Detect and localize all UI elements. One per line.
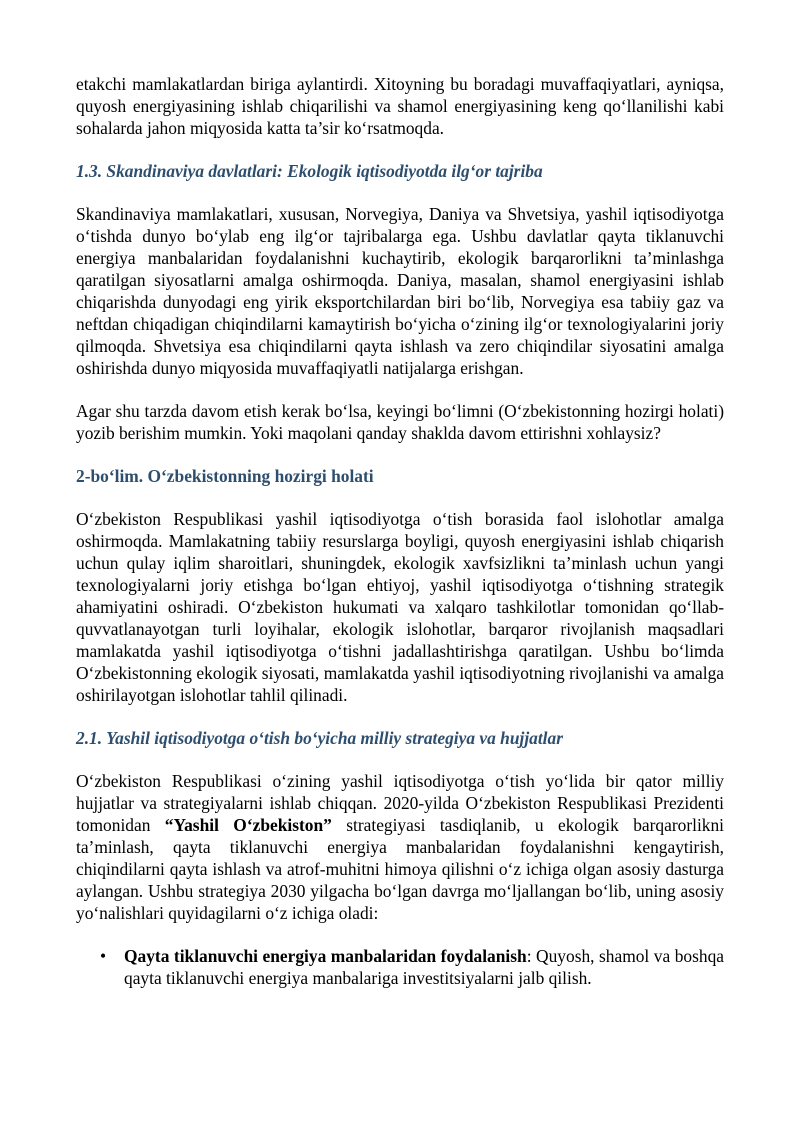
intro-paragraph: etakchi mamlakatlardan biriga aylantirdi. Xitoyning bu boradagi muvaffaqiyatlari, ayniqsa, quyosh energiyasining ishlab chiqarilishi va shamol energiyasining keng qo‘llanilishi kabi sohalarda jahon miqyosida katta ta’sir ko‘rsatmoqda.: [76, 74, 724, 138]
section-heading-1-3: 1.3. Skandinaviya davlatlari: Ekologik iqtisodiyotda ilg‘or tajriba: [76, 161, 543, 181]
list-item-title: Qayta tiklanuvchi energiya manbalaridan foydalanish: [124, 946, 527, 966]
section-2-1-paragraph: [76, 770, 724, 924]
section-2-paragraph: O‘zbekiston Respublikasi yashil iqtisodiyotga o‘tish borasida faol islohotlar amalga oshirmoqda. Mamlakatning tabiiy resurslarga boyligi, quyosh energiyasini ishlab chiqarish uchun qulay iqlim sharoitlari, shuningdek, ekologik xavfsizlikni ta’minlash uchun yangi texnologiyalarni joriy etishga bo‘lgan ehtiyoj, yashil iqtisodiyotga o‘tishning strategik ahamiyatini oshiradi. O‘zbekiston hukumati va xalqaro tashkilotlar tomonidan qo‘llab-quvvatlanayotgan turli loyihalar, ekologik islohotlar, barqaror rivojlanish maqsadlari mamlakatda yashil iqtisodiyotga o‘tishni jadallashtirishga qaratilgan. Ushbu bo‘limda O‘zbekistonning ekologik siyosati, mamlakatda yashil iqtisodiyotning rivojlanishi va amalga oshirilayotgan islohotlar tahlil qilinadi.: [76, 509, 724, 705]
list-item-text: : Quyosh, shamol va boshqa qayta tiklanuvchi energiya manbalariga investitsiyalarni jalb qilish.: [124, 946, 724, 988]
section-2-1-text-start: O‘zbekiston Respublikasi o‘zining yashil iqtisodiyotga o‘tish yo‘lida bir qator milliy hujjatlar va strategiyalarni ishlab chiqqan. 2020-yilda O‘zbekiston Respublikasi Prezidenti tomonidan: [76, 771, 724, 835]
document-page: [76, 73, 724, 989]
strategy-name: “Yashil O‘zbekiston”: [164, 815, 332, 835]
section-heading-2: 2-bo‘lim. O‘zbekistonning hozirgi holati: [76, 466, 374, 486]
bullet-icon: •: [100, 946, 107, 966]
note-paragraph: Agar shu tarzda davom etish kerak bo‘lsa, keyingi bo‘limni (O‘zbekistonning hozirgi holati) yozib berishim mumkin. Yoki maqolani qanday shaklda davom ettirishni xohlaysiz?: [76, 401, 724, 443]
section-2-1-text-end: strategiyasi tasdiqlanib, u ekologik barqarorlikni ta’minlash, qayta tiklanuvchi energiya manbalaridan foydalanishni kengaytirish, chiqindilarni qayta ishlash va atrof-muhitni himoya qilishni o‘z ichiga olgan asosiy dasturga aylangan. Ushbu strategiya 2030 yilgacha bo‘lgan davrga mo‘ljallangan bo‘lib, uning asosiy yo‘nalishlari quyidagilarni o‘z ichiga oladi:: [76, 815, 725, 923]
section-heading-2-1: 2.1. Yashil iqtisodiyotga o‘tish bo‘yicha milliy strategiya va hujjatlar: [76, 728, 563, 748]
section-1-3-paragraph: Skandinaviya mamlakatlari, xususan, Norvegiya, Daniya va Shvetsiya, yashil iqtisodiyotga o‘tishda dunyo bo‘ylab eng ilg‘or tajribalarga ega. Ushbu davlatlar qayta tiklanuvchi energiya manbalaridan foydalanishni kuchaytirib, ekologik barqarorlikni ta’minlashga qaratilgan siyosatlarni amalga oshirmoqda. Daniya, masalan, shamol energiyasini ishlab chiqarishda dunyodagi eng yirik eksportchilardan biri bo‘lib, Norvegiya esa tabiiy gaz va neftdan chiqadigan chiqindilarni kamaytirish bo‘yicha o‘zining ilg‘or texnologiyalarini joriy qilmoqda. Shvetsiya esa chiqindilarni qayta ishlash va zero chiqindilar siyosatini amalga oshirishda dunyo miqyosida muvaffaqiyatli natijalarga erishgan.: [76, 204, 724, 378]
strategy-directions-list: [76, 945, 724, 989]
list-item: [76, 945, 724, 989]
